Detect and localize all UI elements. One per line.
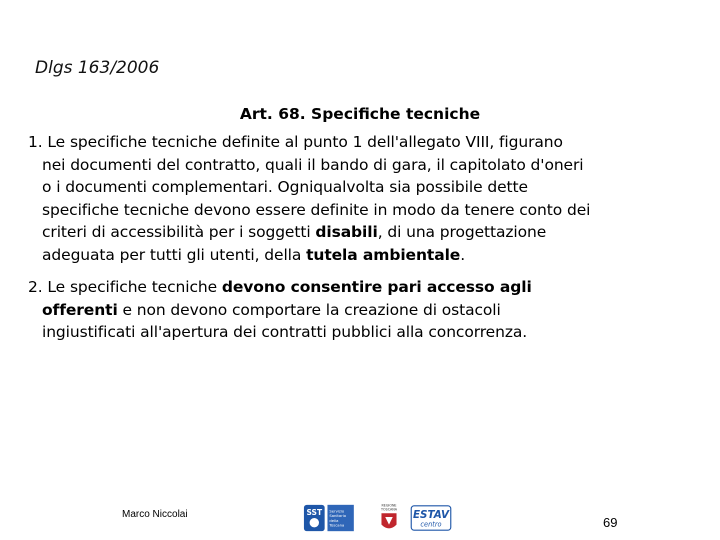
paragraph-line [28, 299, 698, 322]
bold-term-offerenti: offerenti [42, 300, 118, 319]
text-span: e non devono comportare la creazione di ostacoli [117, 300, 501, 319]
svg-text:Toscana: Toscana [329, 523, 345, 528]
source-title: Dlgs 163/2006 [35, 58, 160, 78]
bold-term-tutela-ambientale: tutela ambientale [306, 245, 461, 264]
text-span: , di una progettazione [377, 223, 547, 241]
bold-term-disabili: disabili [315, 223, 378, 241]
article-title: Art. 68. Specifiche tecniche [239, 105, 481, 123]
text-span: 2. Le specifiche tecniche [28, 278, 222, 296]
paragraph-line: specifiche tecniche devono essere definite in modo da tenere conto dei [42, 200, 591, 219]
paragraph-1 [28, 131, 698, 266]
footer-logos [300, 500, 454, 536]
paragraph-2 [28, 276, 698, 344]
paragraph-line [28, 244, 698, 267]
regione-toscana-logo [376, 502, 402, 534]
svg-text:della: della [329, 518, 339, 523]
estav-centro-logo [408, 502, 454, 534]
svg-text:Servizio: Servizio [329, 509, 345, 514]
text-span: adeguata per tutti gli utenti, della [42, 245, 307, 264]
paragraph-line: 1. Le specifiche tecniche definite al punto 1 dell'allegato VIII, figurano [28, 133, 563, 151]
text-span: criteri di accessibilità per i soggetti [42, 223, 316, 241]
paragraph-line [28, 221, 698, 244]
svg-text:SST: SST [306, 508, 323, 518]
paragraph-line: nei documenti del contratto, quali il bando di gara, il capitolato d'oneri [42, 155, 584, 174]
svg-text:centro: centro [420, 520, 442, 529]
page-number: 69 [603, 515, 618, 530]
paragraph-line: o i documenti complementari. Ogniqualvolta sia possibile dette [42, 178, 528, 196]
svg-text:Sanitario: Sanitario [329, 514, 347, 519]
svg-text:REGIONE: REGIONE [381, 503, 397, 508]
footer-author: Marco Niccolai [122, 509, 188, 520]
text-span: . [460, 245, 466, 264]
svg-text:TOSCANA: TOSCANA [381, 507, 397, 512]
svg-text:ESTAV: ESTAV [412, 509, 450, 521]
paragraph-line [28, 276, 698, 299]
sst-logo [300, 502, 370, 534]
paragraph-line: ingiustificati all'apertura dei contratti pubblici alla concorrenza. [42, 323, 528, 341]
bold-phrase: devono consentire pari accesso agli [221, 278, 532, 296]
